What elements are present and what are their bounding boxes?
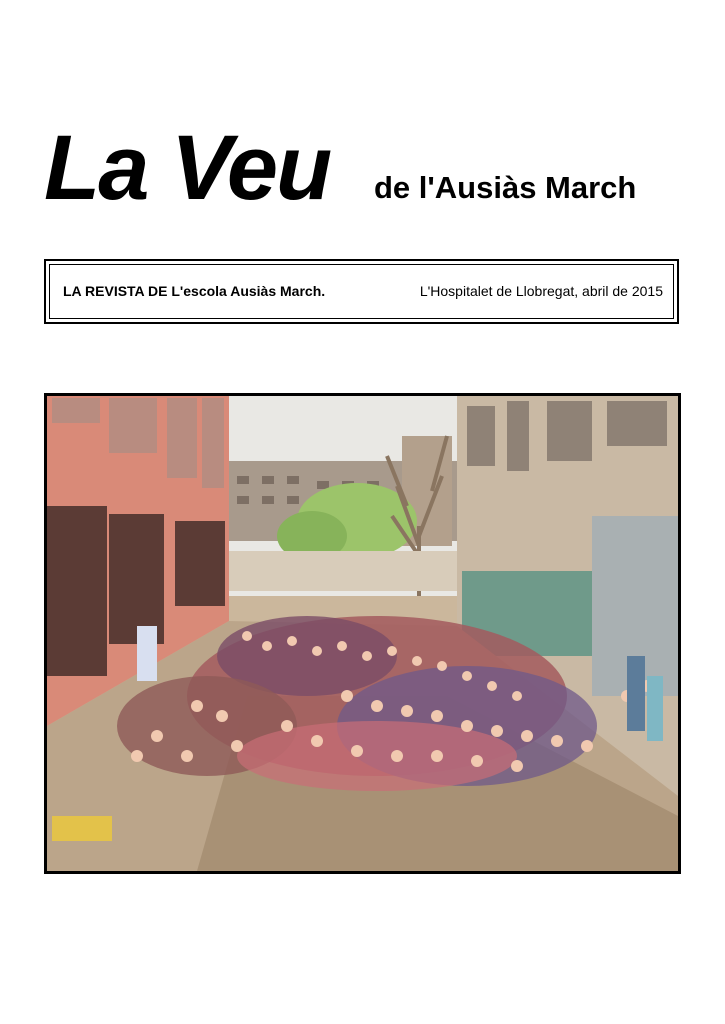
- cover-photo: [44, 393, 681, 874]
- issue-banner: [44, 259, 679, 324]
- school-group-photo-illustration: [47, 396, 678, 871]
- masthead: [44, 118, 684, 218]
- magazine-subtitle: de l'Ausiàs March: [374, 170, 637, 205]
- magazine-title: La Veu: [44, 117, 331, 219]
- issue-date-location: L'Hospitalet de Llobregat, abril de 2015: [419, 283, 663, 299]
- publication-label: LA REVISTA DE L'escola Ausiàs March.: [63, 283, 326, 299]
